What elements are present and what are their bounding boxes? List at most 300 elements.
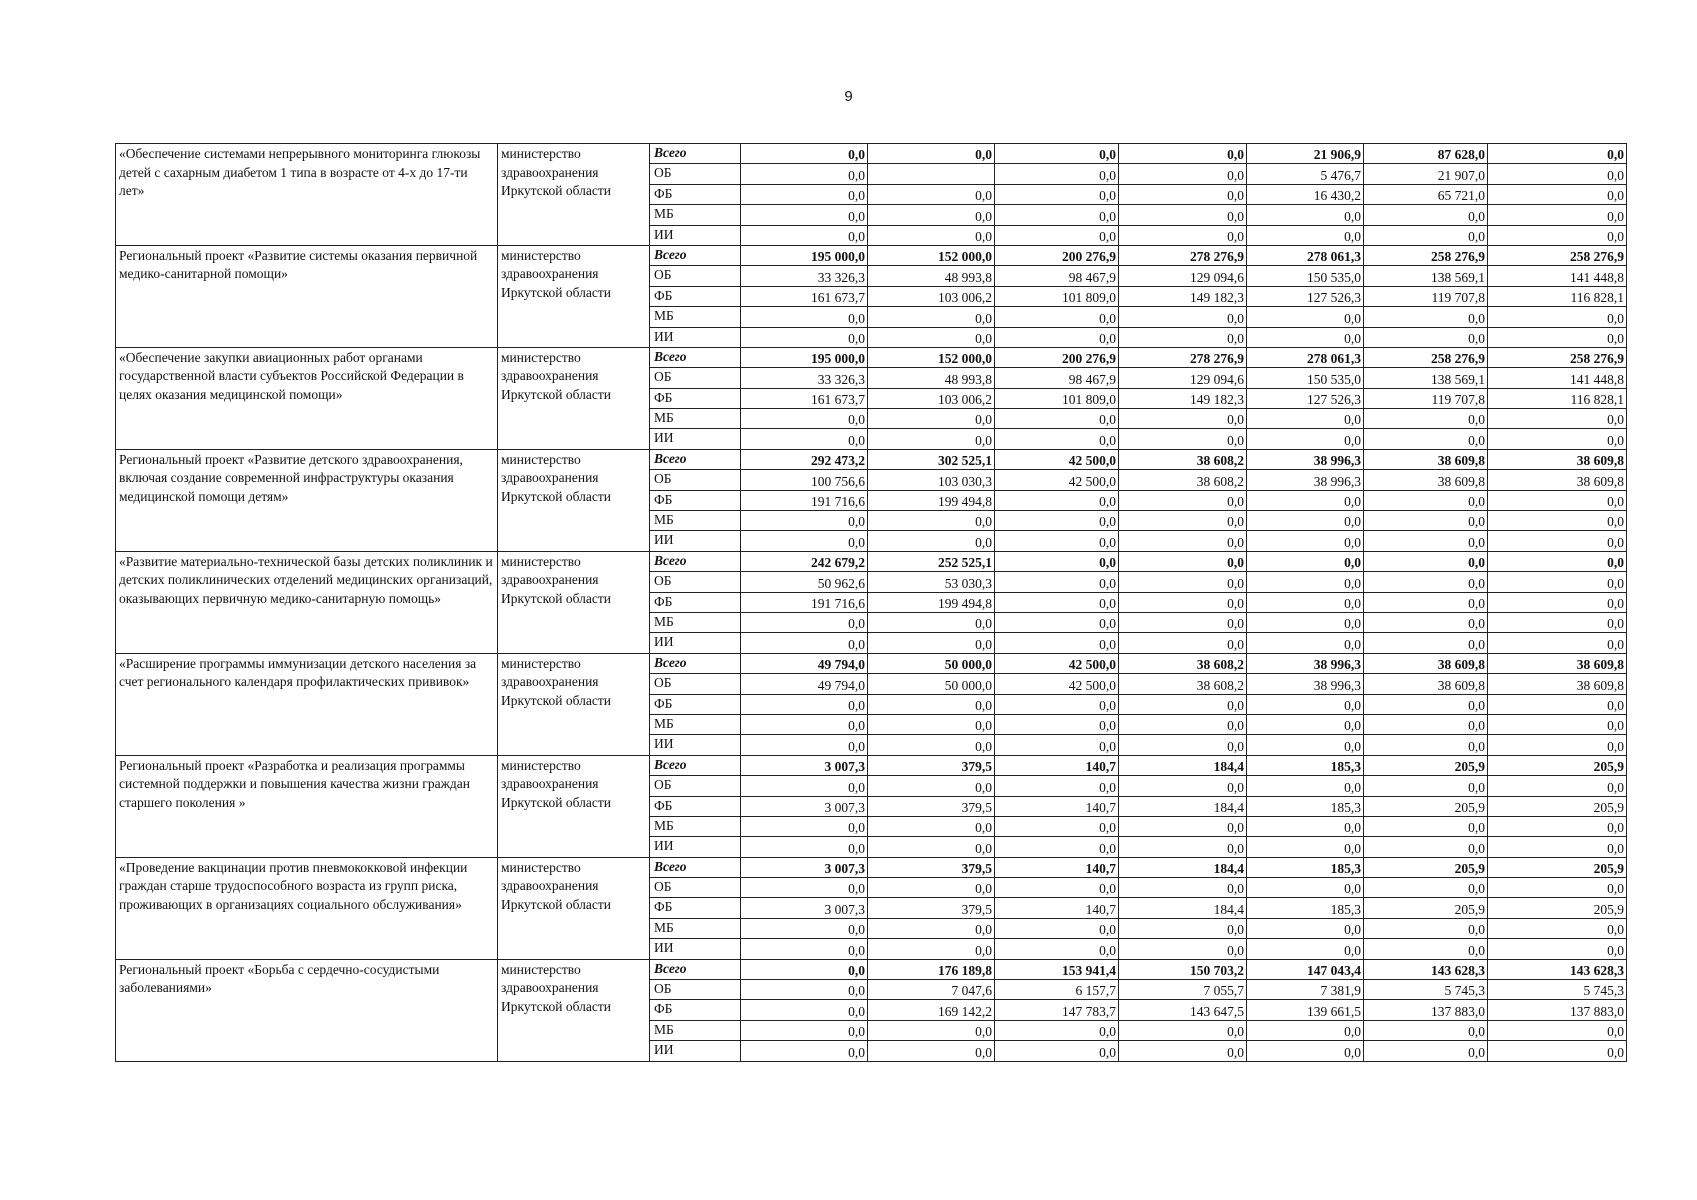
- amount-cell: 0,0: [1364, 205, 1488, 225]
- amount-cell: 0,0: [995, 1020, 1119, 1040]
- amount-cell: 0,0: [741, 429, 868, 449]
- amount-cell: 0,0: [1119, 490, 1247, 510]
- amount-cell: 0,0: [1247, 551, 1364, 571]
- amount-cell: 53 030,3: [868, 572, 995, 592]
- amount-cell: 0,0: [995, 184, 1119, 204]
- amount-cell: 199 494,8: [868, 490, 995, 510]
- amount-cell: 50 000,0: [868, 674, 995, 694]
- amount-cell: 0,0: [1119, 409, 1247, 429]
- amount-cell: 242 679,2: [741, 551, 868, 571]
- amount-cell: 33 326,3: [741, 368, 868, 388]
- amount-cell: 49 794,0: [741, 674, 868, 694]
- table-row: [116, 144, 1627, 164]
- amount-cell: 0,0: [1247, 816, 1364, 836]
- amount-cell: 38 609,8: [1364, 653, 1488, 673]
- amount-cell: 0,0: [868, 511, 995, 531]
- responsible-executor: министерство здравоохранения Иркутской области: [498, 245, 650, 347]
- amount-cell: 0,0: [995, 511, 1119, 531]
- amount-cell: 0,0: [1364, 878, 1488, 898]
- amount-cell: 195 000,0: [741, 347, 868, 367]
- measure-name: «Обеспечение закупки авиационных работ органами государственной власти субъектов Российской Федерации в целях оказания медицинской помощи»: [116, 347, 498, 449]
- measure-name: Региональный проект «Борьба с сердечно-сосудистыми заболеваниями»: [116, 959, 498, 1061]
- amount-cell: 0,0: [741, 980, 868, 1000]
- amount-cell: 150 703,2: [1119, 959, 1247, 979]
- amount-cell: 49 794,0: [741, 653, 868, 673]
- amount-cell: 278 276,9: [1119, 347, 1247, 367]
- amount-cell: 0,0: [1364, 837, 1488, 857]
- funding-source: ИИ: [650, 225, 741, 245]
- amount-cell: 38 609,8: [1488, 674, 1627, 694]
- amount-cell: 0,0: [868, 612, 995, 632]
- amount-cell: 0,0: [1119, 735, 1247, 755]
- amount-cell: 0,0: [868, 776, 995, 796]
- amount-cell: 0,0: [1119, 633, 1247, 653]
- amount-cell: 205,9: [1488, 857, 1627, 877]
- amount-cell: 127 526,3: [1247, 388, 1364, 408]
- amount-cell: 0,0: [1364, 612, 1488, 632]
- amount-cell: 38 608,2: [1119, 674, 1247, 694]
- amount-cell: 0,0: [868, 205, 995, 225]
- amount-cell: 0,0: [868, 184, 995, 204]
- amount-cell: 5 745,3: [1364, 980, 1488, 1000]
- amount-cell: 48 993,8: [868, 266, 995, 286]
- amount-cell: 0,0: [741, 735, 868, 755]
- amount-cell: 7 055,7: [1119, 980, 1247, 1000]
- amount-cell: 149 182,3: [1119, 388, 1247, 408]
- amount-cell: 0,0: [1119, 816, 1247, 836]
- amount-cell: 302 525,1: [868, 449, 995, 469]
- amount-cell: 3 007,3: [741, 857, 868, 877]
- amount-cell: 0,0: [995, 816, 1119, 836]
- funding-source: ОБ: [650, 164, 741, 184]
- amount-cell: 140,7: [995, 857, 1119, 877]
- page-number: 9: [844, 88, 853, 105]
- amount-cell: 87 628,0: [1364, 144, 1488, 164]
- amount-cell: 21 907,0: [1364, 164, 1488, 184]
- amount-cell: 0,0: [995, 735, 1119, 755]
- amount-cell: 33 326,3: [741, 266, 868, 286]
- funding-source: Всего: [650, 449, 741, 469]
- amount-cell: 103 006,2: [868, 286, 995, 306]
- amount-cell: 0,0: [1488, 490, 1627, 510]
- amount-cell: 0,0: [1247, 776, 1364, 796]
- amount-cell: 0,0: [1119, 164, 1247, 184]
- amount-cell: 0,0: [1247, 1020, 1364, 1040]
- amount-cell: 0,0: [1119, 144, 1247, 164]
- amount-cell: 0,0: [1247, 490, 1364, 510]
- amount-cell: 185,3: [1247, 796, 1364, 816]
- amount-cell: 0,0: [1364, 531, 1488, 551]
- table-body: [116, 144, 1627, 1062]
- amount-cell: 0,0: [1488, 531, 1627, 551]
- funding-source: ОБ: [650, 470, 741, 490]
- funding-source: ФБ: [650, 1000, 741, 1020]
- amount-cell: 0,0: [1247, 714, 1364, 734]
- amount-cell: 0,0: [1364, 776, 1488, 796]
- amount-cell: 184,4: [1119, 898, 1247, 918]
- funding-source: Всего: [650, 755, 741, 775]
- amount-cell: 258 276,9: [1364, 245, 1488, 265]
- amount-cell: 0,0: [1247, 694, 1364, 714]
- amount-cell: 0,0: [1488, 612, 1627, 632]
- amount-cell: 0,0: [995, 409, 1119, 429]
- amount-cell: 379,5: [868, 755, 995, 775]
- amount-cell: 184,4: [1119, 755, 1247, 775]
- amount-cell: 176 189,8: [868, 959, 995, 979]
- amount-cell: 0,0: [1119, 612, 1247, 632]
- amount-cell: 0,0: [741, 776, 868, 796]
- amount-cell: 152 000,0: [868, 347, 995, 367]
- funding-source: ИИ: [650, 531, 741, 551]
- amount-cell: 38 996,3: [1247, 674, 1364, 694]
- amount-cell: 379,5: [868, 796, 995, 816]
- responsible-executor: министерство здравоохранения Иркутской области: [498, 755, 650, 857]
- amount-cell: 149 182,3: [1119, 286, 1247, 306]
- amount-cell: 0,0: [995, 225, 1119, 245]
- table-row: [116, 653, 1627, 673]
- amount-cell: 0,0: [1364, 409, 1488, 429]
- funding-source: ИИ: [650, 1041, 741, 1061]
- amount-cell: 0,0: [868, 837, 995, 857]
- amount-cell: 0,0: [1364, 429, 1488, 449]
- amount-cell: 139 661,5: [1247, 1000, 1364, 1020]
- amount-cell: 0,0: [1247, 205, 1364, 225]
- amount-cell: 200 276,9: [995, 245, 1119, 265]
- amount-cell: 0,0: [868, 307, 995, 327]
- amount-cell: 0,0: [995, 694, 1119, 714]
- amount-cell: 129 094,6: [1119, 368, 1247, 388]
- funding-source: ОБ: [650, 572, 741, 592]
- amount-cell: 0,0: [741, 205, 868, 225]
- amount-cell: 0,0: [741, 612, 868, 632]
- amount-cell: 184,4: [1119, 857, 1247, 877]
- amount-cell: 0,0: [741, 327, 868, 347]
- amount-cell: 116 828,1: [1488, 388, 1627, 408]
- amount-cell: 143 647,5: [1119, 1000, 1247, 1020]
- amount-cell: 205,9: [1364, 857, 1488, 877]
- amount-cell: 38 609,8: [1364, 470, 1488, 490]
- amount-cell: 6 157,7: [995, 980, 1119, 1000]
- amount-cell: 119 707,8: [1364, 388, 1488, 408]
- amount-cell: 0,0: [995, 939, 1119, 959]
- amount-cell: 252 525,1: [868, 551, 995, 571]
- funding-source: МБ: [650, 1020, 741, 1040]
- amount-cell: 38 996,3: [1247, 470, 1364, 490]
- amount-cell: 0,0: [1247, 327, 1364, 347]
- amount-cell: 0,0: [995, 307, 1119, 327]
- amount-cell: 0,0: [1247, 837, 1364, 857]
- amount-cell: 0,0: [1364, 572, 1488, 592]
- amount-cell: 0,0: [1119, 327, 1247, 347]
- amount-cell: 292 473,2: [741, 449, 868, 469]
- amount-cell: 0,0: [741, 878, 868, 898]
- funding-source: Всего: [650, 959, 741, 979]
- amount-cell: 137 883,0: [1364, 1000, 1488, 1020]
- amount-cell: 0,0: [1488, 939, 1627, 959]
- amount-cell: 0,0: [1247, 511, 1364, 531]
- amount-cell: 0,0: [1119, 429, 1247, 449]
- amount-cell: 7 047,6: [868, 980, 995, 1000]
- amount-cell: 0,0: [741, 511, 868, 531]
- amount-cell: 0,0: [1364, 592, 1488, 612]
- amount-cell: 169 142,2: [868, 1000, 995, 1020]
- amount-cell: 0,0: [1119, 511, 1247, 531]
- amount-cell: 0,0: [868, 878, 995, 898]
- amount-cell: 101 809,0: [995, 286, 1119, 306]
- amount-cell: 0,0: [741, 694, 868, 714]
- amount-cell: 0,0: [1364, 939, 1488, 959]
- amount-cell: 50 962,6: [741, 572, 868, 592]
- table-row: [116, 245, 1627, 265]
- amount-cell: 143 628,3: [1364, 959, 1488, 979]
- amount-cell: 0,0: [868, 144, 995, 164]
- funding-source: ИИ: [650, 327, 741, 347]
- amount-cell: 0,0: [1247, 307, 1364, 327]
- amount-cell: 0,0: [1247, 225, 1364, 245]
- amount-cell: 191 716,6: [741, 592, 868, 612]
- amount-cell: 0,0: [741, 1041, 868, 1061]
- amount-cell: 0,0: [1488, 1020, 1627, 1040]
- amount-cell: 16 430,2: [1247, 184, 1364, 204]
- funding-source: ОБ: [650, 776, 741, 796]
- amount-cell: 0,0: [1488, 551, 1627, 571]
- amount-cell: 0,0: [995, 490, 1119, 510]
- amount-cell: 0,0: [995, 164, 1119, 184]
- amount-cell: 137 883,0: [1488, 1000, 1627, 1020]
- amount-cell: 103 006,2: [868, 388, 995, 408]
- amount-cell: 258 276,9: [1488, 347, 1627, 367]
- funding-source: ИИ: [650, 735, 741, 755]
- amount-cell: 0,0: [995, 592, 1119, 612]
- funding-source: Всего: [650, 347, 741, 367]
- amount-cell: 0,0: [741, 939, 868, 959]
- funding-source: МБ: [650, 205, 741, 225]
- amount-cell: 127 526,3: [1247, 286, 1364, 306]
- measure-name: «Обеспечение системами непрерывного мониторинга глюкозы детей с сахарным диабетом 1 типа в возрасте от 4-х до 17-ти лет»: [116, 144, 498, 246]
- amount-cell: 0,0: [1488, 409, 1627, 429]
- amount-cell: 0,0: [1247, 409, 1364, 429]
- amount-cell: 0,0: [1247, 735, 1364, 755]
- measure-name: «Проведение вакцинации против пневмококковой инфекции граждан старше трудоспособного возраста из групп риска, проживающих в организациях социального обслуживания»: [116, 857, 498, 959]
- amount-cell: 0,0: [1488, 735, 1627, 755]
- funding-source: ФБ: [650, 898, 741, 918]
- amount-cell: 140,7: [995, 796, 1119, 816]
- funding-source: Всего: [650, 144, 741, 164]
- amount-cell: 153 941,4: [995, 959, 1119, 979]
- amount-cell: 0,0: [1488, 205, 1627, 225]
- amount-cell: 129 094,6: [1119, 266, 1247, 286]
- amount-cell: 119 707,8: [1364, 286, 1488, 306]
- amount-cell: 0,0: [741, 184, 868, 204]
- amount-cell: [868, 164, 995, 184]
- amount-cell: 0,0: [1364, 551, 1488, 571]
- amount-cell: 0,0: [995, 633, 1119, 653]
- amount-cell: 0,0: [741, 959, 868, 979]
- funding-source: ФБ: [650, 796, 741, 816]
- responsible-executor: министерство здравоохранения Иркутской области: [498, 449, 650, 551]
- funding-source: ИИ: [650, 939, 741, 959]
- amount-cell: 0,0: [1488, 837, 1627, 857]
- amount-cell: 185,3: [1247, 857, 1364, 877]
- amount-cell: 205,9: [1488, 796, 1627, 816]
- funding-source: ОБ: [650, 980, 741, 1000]
- funding-source: МБ: [650, 409, 741, 429]
- measure-name: «Расширение программы иммунизации детского населения за счет регионального календаря профилактических прививок»: [116, 653, 498, 755]
- amount-cell: 0,0: [868, 633, 995, 653]
- amount-cell: 0,0: [868, 225, 995, 245]
- amount-cell: 0,0: [1488, 776, 1627, 796]
- amount-cell: 0,0: [1247, 531, 1364, 551]
- responsible-executor: министерство здравоохранения Иркутской области: [498, 551, 650, 653]
- amount-cell: 161 673,7: [741, 388, 868, 408]
- amount-cell: 65 721,0: [1364, 184, 1488, 204]
- amount-cell: 0,0: [1488, 225, 1627, 245]
- amount-cell: 278 276,9: [1119, 245, 1247, 265]
- amount-cell: 0,0: [1488, 592, 1627, 612]
- funding-source: ФБ: [650, 592, 741, 612]
- amount-cell: 205,9: [1364, 898, 1488, 918]
- amount-cell: 0,0: [1488, 878, 1627, 898]
- amount-cell: 0,0: [995, 531, 1119, 551]
- amount-cell: 379,5: [868, 857, 995, 877]
- funding-source: ИИ: [650, 837, 741, 857]
- amount-cell: 0,0: [1364, 918, 1488, 938]
- amount-cell: 199 494,8: [868, 592, 995, 612]
- funding-source: ФБ: [650, 184, 741, 204]
- funding-source: МБ: [650, 307, 741, 327]
- amount-cell: 0,0: [995, 612, 1119, 632]
- amount-cell: 0,0: [1364, 225, 1488, 245]
- amount-cell: 0,0: [995, 776, 1119, 796]
- table-row: [116, 449, 1627, 469]
- amount-cell: 3 007,3: [741, 755, 868, 775]
- amount-cell: 0,0: [1364, 511, 1488, 531]
- amount-cell: 147 043,4: [1247, 959, 1364, 979]
- responsible-executor: министерство здравоохранения Иркутской области: [498, 959, 650, 1061]
- amount-cell: 50 000,0: [868, 653, 995, 673]
- amount-cell: 0,0: [868, 918, 995, 938]
- funding-source: ОБ: [650, 266, 741, 286]
- amount-cell: 0,0: [868, 429, 995, 449]
- amount-cell: 21 906,9: [1247, 144, 1364, 164]
- amount-cell: 0,0: [1247, 572, 1364, 592]
- amount-cell: 0,0: [1119, 551, 1247, 571]
- amount-cell: 7 381,9: [1247, 980, 1364, 1000]
- table-row: [116, 551, 1627, 571]
- amount-cell: 0,0: [741, 837, 868, 857]
- amount-cell: 205,9: [1488, 898, 1627, 918]
- amount-cell: 38 608,2: [1119, 470, 1247, 490]
- amount-cell: 38 609,8: [1364, 449, 1488, 469]
- amount-cell: 0,0: [1119, 878, 1247, 898]
- amount-cell: 38 609,8: [1488, 470, 1627, 490]
- funding-source: ИИ: [650, 429, 741, 449]
- amount-cell: 38 608,2: [1119, 449, 1247, 469]
- funding-source: МБ: [650, 918, 741, 938]
- amount-cell: 98 467,9: [995, 368, 1119, 388]
- amount-cell: 38 609,8: [1364, 674, 1488, 694]
- amount-cell: 38 996,3: [1247, 653, 1364, 673]
- responsible-executor: министерство здравоохранения Иркутской области: [498, 347, 650, 449]
- amount-cell: 0,0: [1488, 511, 1627, 531]
- amount-cell: 0,0: [741, 1020, 868, 1040]
- amount-cell: 0,0: [995, 327, 1119, 347]
- amount-cell: 5 745,3: [1488, 980, 1627, 1000]
- amount-cell: 0,0: [1119, 205, 1247, 225]
- responsible-executor: министерство здравоохранения Иркутской области: [498, 857, 650, 959]
- amount-cell: 0,0: [1119, 714, 1247, 734]
- amount-cell: 0,0: [1488, 816, 1627, 836]
- funding-source: МБ: [650, 511, 741, 531]
- amount-cell: 0,0: [1488, 918, 1627, 938]
- measure-name: «Развитие материально-технической базы детских поликлиник и детских поликлинических отделений медицинских организаций, оказывающих первичную медико-санитарную помощь»: [116, 551, 498, 653]
- amount-cell: 0,0: [1488, 184, 1627, 204]
- amount-cell: 0,0: [995, 551, 1119, 571]
- funding-source: ФБ: [650, 490, 741, 510]
- amount-cell: 0,0: [995, 837, 1119, 857]
- amount-cell: 100 756,6: [741, 470, 868, 490]
- amount-cell: 0,0: [1488, 714, 1627, 734]
- amount-cell: 138 569,1: [1364, 266, 1488, 286]
- funding-source: МБ: [650, 714, 741, 734]
- funding-source: ОБ: [650, 674, 741, 694]
- amount-cell: 0,0: [1119, 531, 1247, 551]
- amount-cell: 42 500,0: [995, 653, 1119, 673]
- table-row: [116, 347, 1627, 367]
- measure-name: Региональный проект «Разработка и реализация программы системной поддержки и повышения качества жизни граждан старшего поколения »: [116, 755, 498, 857]
- amount-cell: 0,0: [1119, 1020, 1247, 1040]
- amount-cell: 116 828,1: [1488, 286, 1627, 306]
- funding-source: Всего: [650, 245, 741, 265]
- amount-cell: 191 716,6: [741, 490, 868, 510]
- amount-cell: 0,0: [1247, 918, 1364, 938]
- amount-cell: 0,0: [741, 816, 868, 836]
- amount-cell: 38 609,8: [1488, 449, 1627, 469]
- amount-cell: 0,0: [1119, 1041, 1247, 1061]
- amount-cell: 0,0: [868, 531, 995, 551]
- amount-cell: 38 609,8: [1488, 653, 1627, 673]
- amount-cell: 0,0: [741, 144, 868, 164]
- amount-cell: 0,0: [1364, 735, 1488, 755]
- amount-cell: 0,0: [995, 918, 1119, 938]
- amount-cell: 0,0: [741, 1000, 868, 1020]
- amount-cell: 0,0: [995, 1041, 1119, 1061]
- funding-source: Всего: [650, 857, 741, 877]
- amount-cell: 0,0: [868, 714, 995, 734]
- amount-cell: 0,0: [1364, 327, 1488, 347]
- amount-cell: 0,0: [1488, 164, 1627, 184]
- table-row: [116, 959, 1627, 979]
- amount-cell: 0,0: [1247, 612, 1364, 632]
- amount-cell: 0,0: [868, 1041, 995, 1061]
- measure-name: Региональный проект «Развитие детского здравоохранения, включая создание современной инфраструктуры оказания медицинской помощи детям»: [116, 449, 498, 551]
- amount-cell: 103 030,3: [868, 470, 995, 490]
- amount-cell: 101 809,0: [995, 388, 1119, 408]
- table-row: [116, 755, 1627, 775]
- amount-cell: 205,9: [1364, 755, 1488, 775]
- amount-cell: 0,0: [1488, 572, 1627, 592]
- amount-cell: 0,0: [741, 409, 868, 429]
- amount-cell: 0,0: [1364, 694, 1488, 714]
- amount-cell: 0,0: [1119, 184, 1247, 204]
- amount-cell: 258 276,9: [1364, 347, 1488, 367]
- amount-cell: 0,0: [1488, 429, 1627, 449]
- amount-cell: 42 500,0: [995, 470, 1119, 490]
- amount-cell: 0,0: [741, 164, 868, 184]
- funding-source: ОБ: [650, 368, 741, 388]
- amount-cell: 98 467,9: [995, 266, 1119, 286]
- financing-table: [115, 143, 1627, 1062]
